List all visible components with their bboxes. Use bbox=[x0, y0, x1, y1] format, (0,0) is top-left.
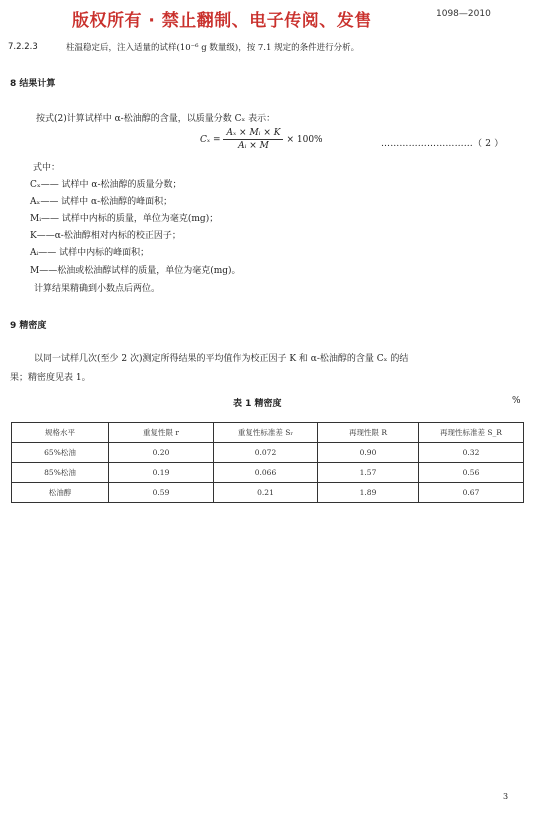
watermark-banner: 版权所有 · 禁止翻制、电子传阅、发售 bbox=[72, 11, 372, 31]
table-cell: 0.19 bbox=[109, 463, 214, 483]
formula-fraction bbox=[223, 128, 283, 151]
table-cell: 0.20 bbox=[109, 443, 214, 463]
legend-item: Aₓ—— 试样中 α-松油醇的峰面积； bbox=[30, 197, 173, 207]
table-cell: 0.32 bbox=[419, 443, 524, 463]
formula-denominator: Aᵢ × M bbox=[238, 141, 269, 151]
table-header-cell: 再现性标准差 S_R bbox=[419, 423, 524, 443]
document-number: 1098—2010 bbox=[436, 9, 491, 19]
legend-item: Cₓ—— 试样中 α-松油醇的质量分数； bbox=[30, 180, 182, 190]
section-heading-precision: 9 精密度 bbox=[10, 321, 47, 331]
section-heading-results: 8 结果计算 bbox=[10, 79, 56, 89]
table-header-cell: 重复性限 r bbox=[109, 423, 214, 443]
precision-table bbox=[11, 422, 524, 503]
equation-number: …………………………（ 2 ） bbox=[381, 139, 504, 149]
table-cell: 0.59 bbox=[109, 483, 214, 503]
legend-item: M——松油或松油醇试样的质量，单位为毫克(mg)。 bbox=[30, 266, 241, 276]
precision-paragraph-line1: 以同一试样几次(至少 2 次)测定所得结果的平均值作为校正因子 K 和 α-松油醇的含量 Cₓ 的结 bbox=[34, 354, 409, 364]
table-header-cell: 再现性限 R bbox=[318, 423, 419, 443]
table-cell: 0.67 bbox=[419, 483, 524, 503]
calculation-intro: 按式(2)计算试样中 α-松油醇的含量，以质量分数 Cₓ 表示： bbox=[36, 114, 276, 124]
legend-item: K——α-松油醇相对内标的校正因子； bbox=[30, 231, 181, 241]
formula-suffix: × 100% bbox=[286, 134, 323, 145]
table-cell: 0.066 bbox=[214, 463, 318, 483]
table-cell: 0.072 bbox=[214, 443, 318, 463]
table-header-cell: 规格水平 bbox=[12, 423, 109, 443]
table-cell: 65%松油 bbox=[12, 443, 109, 463]
table-row bbox=[12, 443, 524, 463]
clause-text: 柱温稳定后，注入适量的试样(10⁻⁶ g 数量级)，按 7.1 规定的条件进行分析。 bbox=[66, 43, 360, 53]
table-row bbox=[12, 483, 524, 503]
rounding-note: 计算结果精确到小数点后两位。 bbox=[34, 284, 161, 294]
table-cell: 1.89 bbox=[318, 483, 419, 503]
table-header-row bbox=[12, 423, 524, 443]
page-number: 3 bbox=[503, 792, 509, 801]
table-cell: 0.90 bbox=[318, 443, 419, 463]
formula-numerator: Aₓ × Mᵢ × K bbox=[223, 128, 283, 140]
table-cell: 0.21 bbox=[214, 483, 318, 503]
legend-item: Aᵢ—— 试样中内标的峰面积； bbox=[30, 248, 150, 258]
table-cell: 1.57 bbox=[318, 463, 419, 483]
precision-paragraph-line2: 果；精密度见表 1。 bbox=[10, 373, 91, 383]
clause-number: 7.2.2.3 bbox=[8, 42, 38, 52]
formula-lhs: Cₓ = bbox=[200, 134, 221, 145]
table-cell: 松油醇 bbox=[12, 483, 109, 503]
formula bbox=[200, 128, 323, 151]
table-title: 表 1 精密度 bbox=[233, 399, 282, 409]
table-cell: 0.56 bbox=[419, 463, 524, 483]
table-cell: 85%松油 bbox=[12, 463, 109, 483]
table-header-cell: 重复性标准差 Sᵣ bbox=[214, 423, 318, 443]
legend-item: Mᵢ—— 试样中内标的质量，单位为毫克(mg)； bbox=[30, 214, 219, 224]
table-unit: % bbox=[512, 396, 521, 406]
where-label: 式中： bbox=[33, 163, 61, 173]
table-row bbox=[12, 463, 524, 483]
